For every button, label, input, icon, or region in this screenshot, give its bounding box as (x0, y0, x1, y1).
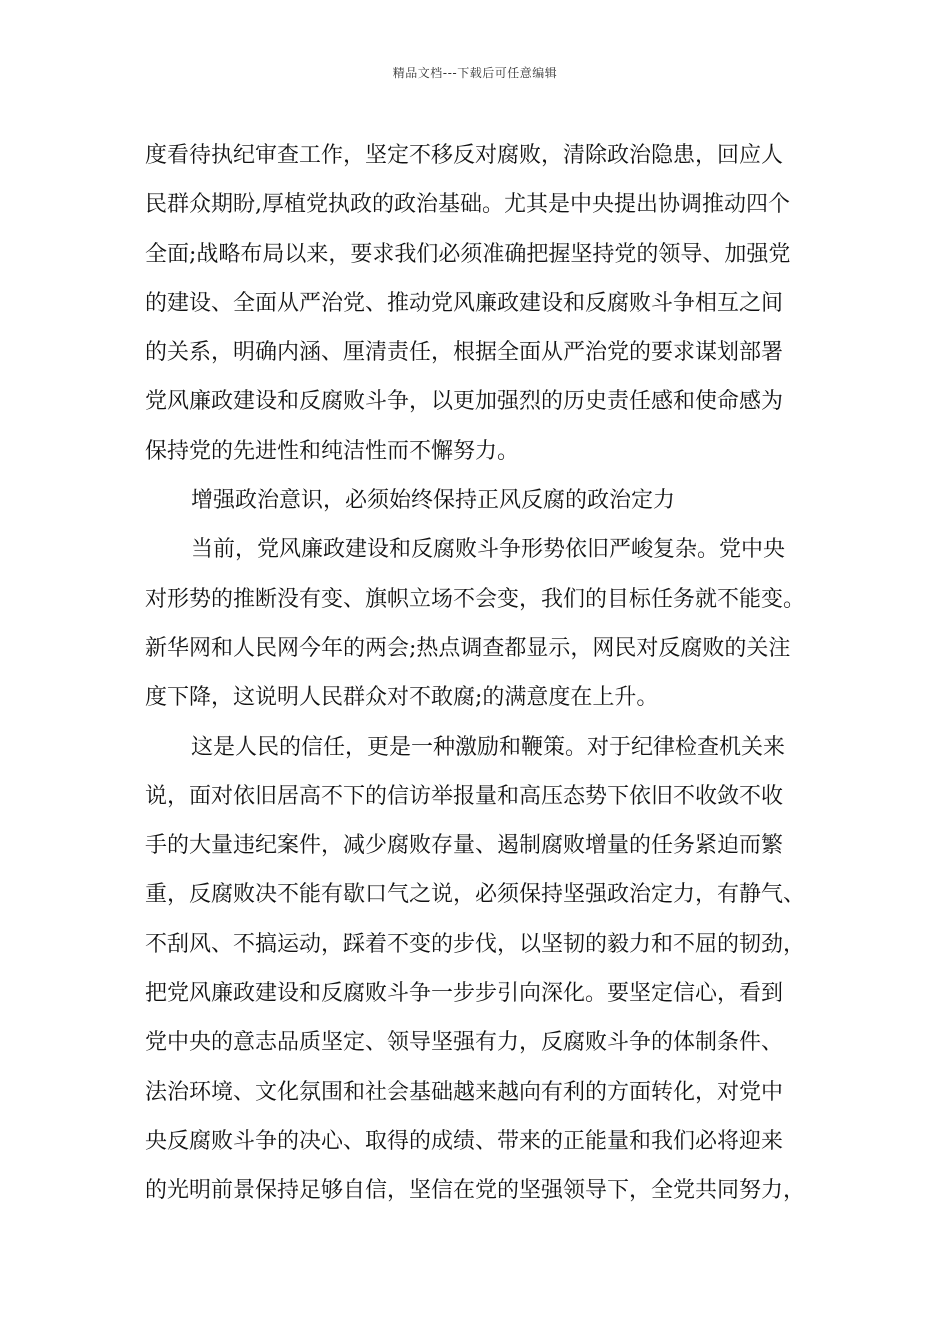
text-line: 全面;战略布局以来，要求我们必须准确把握坚持党的领导、加强党 (145, 241, 791, 267)
page-header: 精品文档---下载后可任意编辑 (392, 66, 558, 80)
text-line: 当前，党风廉政建设和反腐败斗争形势依旧严峻复杂。党中央 (191, 537, 786, 563)
text-line: 党中央的意志品质坚定、领导坚强有力，反腐败斗争的体制条件、 (145, 1030, 784, 1056)
text-line: 度下降，这说明人民群众对不敢腐;的满意度在上升。 (145, 685, 659, 711)
text-line: 党风廉政建设和反腐败斗争，以更加强烈的历史责任感和使命感为 (145, 389, 784, 415)
text-line: 不刮风、不搞运动，踩着不变的步伐，以坚韧的毅力和不屈的韧劲， (145, 931, 806, 957)
text-line: 重，反腐败决不能有歇口气之说，必须保持坚强政治定力，有静气、 (145, 882, 806, 908)
section-heading: 增强政治意识，必须始终保持正风反腐的政治定力 (191, 488, 676, 514)
text-line: 的建设、全面从严治党、推动党风廉政建设和反腐败斗争相互之间 (145, 290, 784, 316)
text-line: 的光明前景保持足够自信，坚信在党的坚强领导下，全党共同努力， (145, 1178, 806, 1204)
text-line: 说，面对依旧居高不下的信访举报量和高压态势下依旧不收敛不收 (145, 783, 784, 809)
text-line: 这是人民的信任，更是一种激励和鞭策。对于纪律检查机关来 (191, 734, 786, 760)
text-line: 民群众期盼,厚植党执政的政治基础。尤其是中央提出协调推动四个 (145, 192, 790, 218)
text-line: 度看待执纪审查工作，坚定不移反对腐败，清除政治隐患，回应人 (145, 143, 784, 168)
text-line: 法治环境、文化氛围和社会基础越来越向有利的方面转化，对党中 (145, 1079, 784, 1105)
text-line: 手的大量违纪案件，减少腐败存量、遏制腐败增量的任务紧迫而繁 (145, 833, 784, 859)
text-line: 新华网和人民网今年的两会;热点调查都显示，网民对反腐败的关注 (145, 635, 791, 661)
document-body (145, 131, 825, 1216)
text-line: 的关系，明确内涵、厘清责任，根据全面从严治党的要求谋划部署 (145, 340, 784, 366)
text-line: 央反腐败斗争的决心、取得的成绩、带来的正能量和我们必将迎来 (145, 1128, 784, 1154)
text-line: 对形势的推断没有变、旗帜立场不会变，我们的目标任务就不能变。 (145, 586, 806, 612)
text-line: 保持党的先进性和纯洁性而不懈努力。 (145, 438, 520, 464)
text-line: 把党风廉政建设和反腐败斗争一步步引向深化。要坚定信心，看到 (145, 981, 784, 1007)
